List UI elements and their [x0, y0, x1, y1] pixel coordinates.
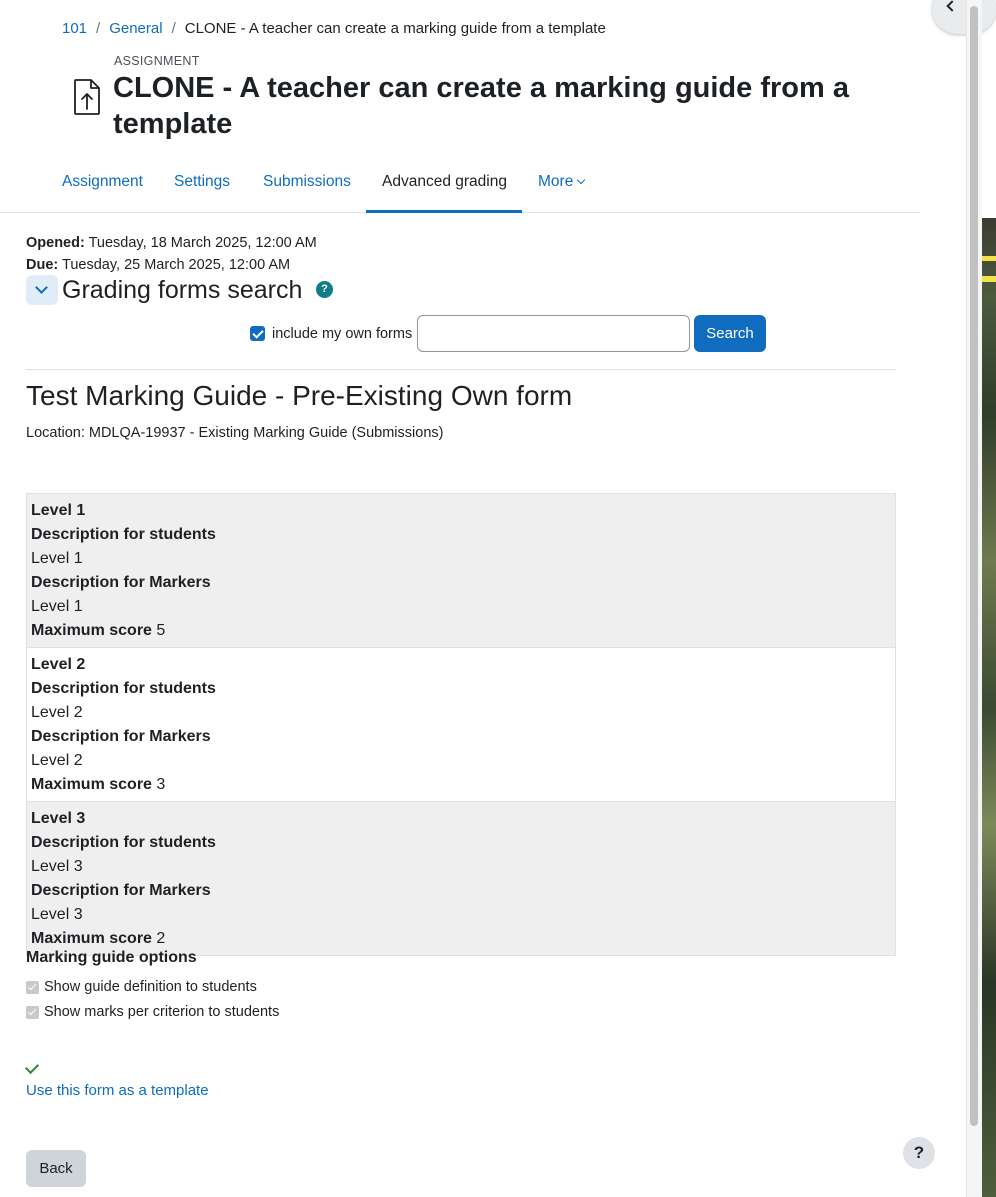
- form-location: Location: MDLQA-19937 - Existing Marking Guide (Submissions): [26, 425, 444, 441]
- due-value: Tuesday, 25 March 2025, 12:00 AM: [62, 257, 291, 273]
- chevron-down-icon: [35, 281, 48, 294]
- criteria-table: [26, 493, 896, 956]
- criterion-name: Level 1: [31, 502, 86, 519]
- option-show-marks-per-criterion: [26, 1004, 279, 1020]
- students-description: Level 1: [31, 550, 83, 567]
- disabled-checkbox: [26, 1006, 39, 1019]
- collapse-section-button[interactable]: [26, 275, 58, 305]
- page-title: CLONE - A teacher can create a marking guide from a template: [113, 72, 849, 140]
- students-description: Level 3: [31, 858, 83, 875]
- breadcrumb-item-section[interactable]: General: [109, 20, 163, 37]
- max-score: [31, 619, 891, 643]
- option-label: Show guide definition to students: [44, 979, 257, 995]
- breadcrumb-current: CLONE - A teacher can create a marking guide from a template: [184, 20, 606, 37]
- help-icon[interactable]: ?: [316, 281, 333, 298]
- students-description-label: Description for students: [31, 834, 216, 851]
- decorative-stripe: [982, 256, 996, 261]
- max-score-value: 5: [156, 622, 166, 639]
- use-template-link[interactable]: Use this form as a template: [26, 1082, 209, 1099]
- breadcrumb-separator: /: [96, 20, 101, 37]
- tab-advanced-grading[interactable]: Advanced grading: [366, 160, 522, 213]
- max-score: [31, 773, 891, 797]
- criterion-name: Level 2: [31, 656, 86, 673]
- tab-more[interactable]: [522, 160, 600, 213]
- opened-value: Tuesday, 18 March 2025, 12:00 AM: [88, 235, 317, 251]
- markers-description: Level 1: [31, 598, 83, 615]
- max-score-value: 2: [156, 930, 166, 947]
- criterion-name: Level 3: [31, 810, 86, 827]
- drawer-toggle-button[interactable]: [932, 0, 996, 34]
- scrollbar-thumb[interactable]: [970, 6, 978, 1126]
- form-title: Test Marking Guide - Pre-Existing Own form: [26, 380, 573, 411]
- markers-description-label: Description for Markers: [31, 574, 211, 591]
- markers-description: Level 2: [31, 752, 83, 769]
- decorative-stripe: [982, 276, 996, 282]
- option-label: Show marks per criterion to students: [44, 1004, 280, 1020]
- search-input[interactable]: [417, 315, 690, 352]
- chevron-down-icon: [577, 176, 585, 184]
- chevron-left-icon: [946, 0, 957, 11]
- breadcrumb: [62, 20, 606, 37]
- markers-description-label: Description for Markers: [31, 728, 211, 745]
- opened-date: [26, 232, 317, 254]
- criterion-row: [27, 494, 895, 647]
- max-score-label: Maximum score: [31, 622, 152, 639]
- markers-description: Level 3: [31, 906, 83, 923]
- secondary-navigation: [0, 160, 920, 213]
- section-title: Grading forms search: [62, 276, 303, 304]
- options-title: Marking guide options: [26, 949, 197, 966]
- disabled-checkbox: [26, 981, 39, 994]
- divider: [26, 369, 896, 370]
- students-description-label: Description for students: [31, 680, 216, 697]
- search-button[interactable]: Search: [694, 315, 766, 352]
- criterion-row: [27, 801, 895, 955]
- due-date: [26, 254, 317, 276]
- tab-settings[interactable]: Settings: [174, 173, 231, 190]
- option-show-guide-definition: [26, 979, 257, 995]
- assignment-upload-icon: [72, 78, 102, 116]
- tab-more-label: More: [538, 173, 574, 190]
- criterion-row: [27, 647, 895, 801]
- search-form: [250, 315, 766, 352]
- include-own-forms-checkbox[interactable]: [250, 326, 265, 341]
- breadcrumb-separator: /: [171, 20, 176, 37]
- max-score: [31, 927, 891, 951]
- activity-type-label: ASSIGNMENT: [114, 54, 200, 68]
- tab-assignment[interactable]: Assignment: [62, 173, 143, 190]
- opened-label: Opened:: [26, 235, 85, 251]
- markers-description-label: Description for Markers: [31, 882, 211, 899]
- max-score-label: Maximum score: [31, 776, 152, 793]
- max-score-value: 3: [156, 776, 166, 793]
- help-button[interactable]: ?: [903, 1137, 935, 1169]
- students-description: Level 2: [31, 704, 83, 721]
- back-button[interactable]: Back: [26, 1150, 86, 1187]
- include-own-forms-label: include my own forms: [272, 325, 413, 342]
- breadcrumb-item-course[interactable]: 101: [62, 20, 88, 37]
- tab-submissions[interactable]: Submissions: [263, 173, 351, 190]
- students-description-label: Description for students: [31, 526, 216, 543]
- max-score-label: Maximum score: [31, 930, 152, 947]
- check-icon: [25, 1060, 39, 1074]
- activity-dates: [26, 232, 317, 276]
- due-label: Due:: [26, 257, 59, 273]
- background-image-strip: [982, 218, 996, 1197]
